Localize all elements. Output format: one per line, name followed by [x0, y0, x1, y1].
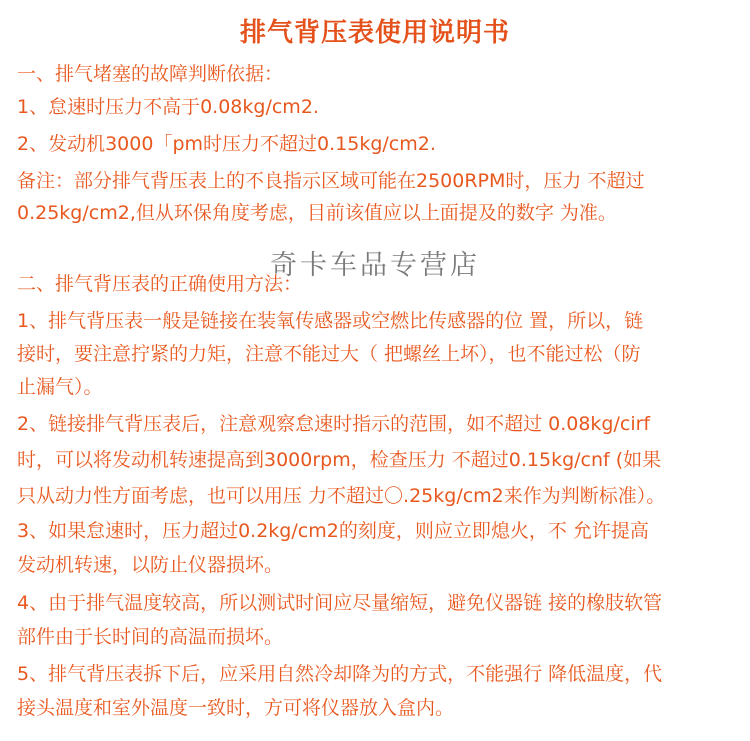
section2-line: 止漏气）。: [17, 376, 103, 398]
section1-item-2: 2、发动机3000「pm时压力不超过0.15kg/cm2.: [17, 133, 436, 155]
section2-line: 5、排气背压表拆下后，应采用自然冷却降为的方式，不能强行 降低温度，代: [17, 663, 663, 685]
section2-line: 4、由于排气温度较高，所以测试时间应尽量缩短，避免仪器链 接的橡肢软管: [17, 592, 663, 614]
note-line-2: 0.25kg/cm2,但从环保角度考虑，目前该值应以上面提及的数字 为准。: [17, 202, 617, 224]
section2-line: 只从动力性方面考虑，也可以用压 力不超过〇.25kg/cm2来作为判断标准）。: [17, 485, 666, 507]
document-title: 排气背压表使用说明书: [239, 18, 510, 48]
section2-line: 时，可以将发动机转速提高到3000rpm，检查压力 不超过0.15kg/cnf (如果: [17, 449, 662, 471]
section2-line: 2、链接排气背压表后，注意观察怠速时指示的范围，如不超过 0.08kg/cirf: [17, 413, 651, 435]
section2-heading: 二、排气背压表的正确使用方法：: [17, 273, 303, 295]
section2-line: 部件由于长时间的高温而损坏。: [17, 626, 284, 648]
section1-heading: 一、排气堵塞的故障判断依据：: [17, 63, 284, 85]
section2-line: 接头温度和室外温度一致时，方可将仪器放入盒内。: [17, 697, 455, 719]
section2-line: 3、如果怠速时，压力超过0.2kg/cm2的刻度，则应立即熄火，不 允许提高: [17, 520, 649, 542]
section2-line: 发动机转速，以防止仪器损坏。: [17, 554, 284, 576]
section1-item-1: 1、怠速时压力不高于0.08kg/cm2.: [17, 96, 319, 118]
store-watermark: 奇卡车品专营店: [270, 250, 480, 281]
section2-line: 1、排气背压表一般是链接在装氧传感器或空燃比传感器的位 置，所以，链: [17, 310, 644, 332]
section2-line: 接时，要注意拧紧的力矩，注意不能过大（ 把螺丝上坏），也不能过松（防: [17, 343, 641, 365]
note-line-1: 备注：部分排气背压表上的不良指示区域可能在2500RPM时，压力 不超过: [17, 170, 645, 192]
